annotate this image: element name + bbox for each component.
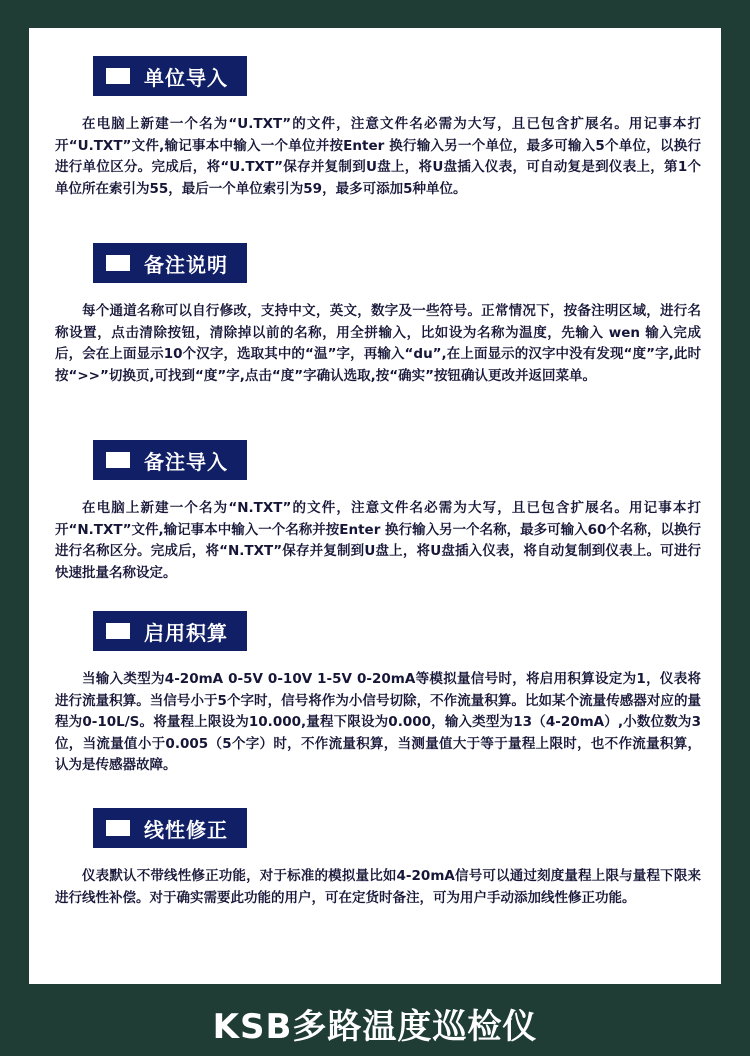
square-icon	[106, 820, 130, 836]
content-panel	[29, 28, 721, 984]
section-body: 在电脑上新建一个名为“N.TXT”的文件，注意文件名必需为大写，且已包含扩展名。用记事本打开“N.TXT”文件,输记事本中输入一个名称并按Enter 换行输入另一个名称，最多可输入60个名称，以换行进行名称区分。完成后，将“N.TXT”保存并复制到U盘上，将U盘插入仪表，将自动复制到仪表上。可进行快速批量名称设定。	[55, 500, 701, 581]
square-icon	[106, 255, 130, 271]
square-icon	[106, 623, 130, 639]
section-heading	[93, 243, 247, 283]
square-icon	[106, 68, 130, 84]
section-body: 当输入类型为4-20mA 0-5V 0-10V 1-5V 0-20mA等模拟量信号时，将启用积算设定为1，仪表将进行流量积算。当信号小于5个字时，信号将作为小信号切除，不作流量积算。比如某个流量传感器对应的量程为0-10L/S。将量程上限设为10.000,量程下限设为0.000，输入类型为13（4-20mA）,小数位数为3位，当流量值小于0.005（5个字）时，不作流量积算，当测量值大于等于量程上限时，也不作流量积算，认为是传感器故障。	[55, 671, 701, 774]
section-body: 每个通道名称可以自行修改，支持中文，英文，数字及一些符号。正常情况下，按备注明区域，进行名称设置，点击清除按钮，清除掉以前的名称，用全拼输入，比如设为名称为温度，先输入 wen 输入完成后，会在上面显示10个汉字，选取其中的“温”字，再输入“du”,在上面显示的汉字中没有发现“度”字,此时按“>>”切换页,可找到“度”字,点击“度”字确认选取,按“确实”按钮确认更改并返回菜单。	[55, 303, 701, 384]
section-body: 仪表默认不带线性修正功能，对于标准的模拟量比如4-20mA信号可以通过刻度量程上限与量程下限来进行线性补偿。对于确实需要此功能的用户，可在定货时备注，可为用户手动添加线性修正功能。	[55, 868, 701, 906]
section-heading-label: 备注导入	[144, 449, 228, 474]
section-heading	[93, 56, 247, 96]
section-heading	[93, 611, 247, 651]
section-heading	[93, 808, 247, 848]
section-heading	[93, 440, 247, 480]
section-heading-label: 线性修正	[144, 817, 228, 842]
section-body: 在电脑上新建一个名为“U.TXT”的文件，注意文件名必需为大写，且已包含扩展名。用记事本打开“U.TXT”文件,输记事本中输入一个单位并按Enter 换行输入另一个单位，最多可输入5个单位，以换行进行单位区分。完成后，将“U.TXT”保存并复制到U盘上，将U盘插入仪表，可自动复是到仪表上，第1个单位所在索引为55，最后一个单位索引为59，最多可添加5种单位。	[55, 116, 701, 197]
section-heading-label: 单位导入	[144, 65, 228, 90]
section-heading-label: 启用积算	[144, 620, 228, 645]
footer-title: KSB多路温度巡检仪	[212, 1006, 538, 1047]
section-heading-label: 备注说明	[144, 252, 228, 277]
square-icon	[106, 452, 130, 468]
